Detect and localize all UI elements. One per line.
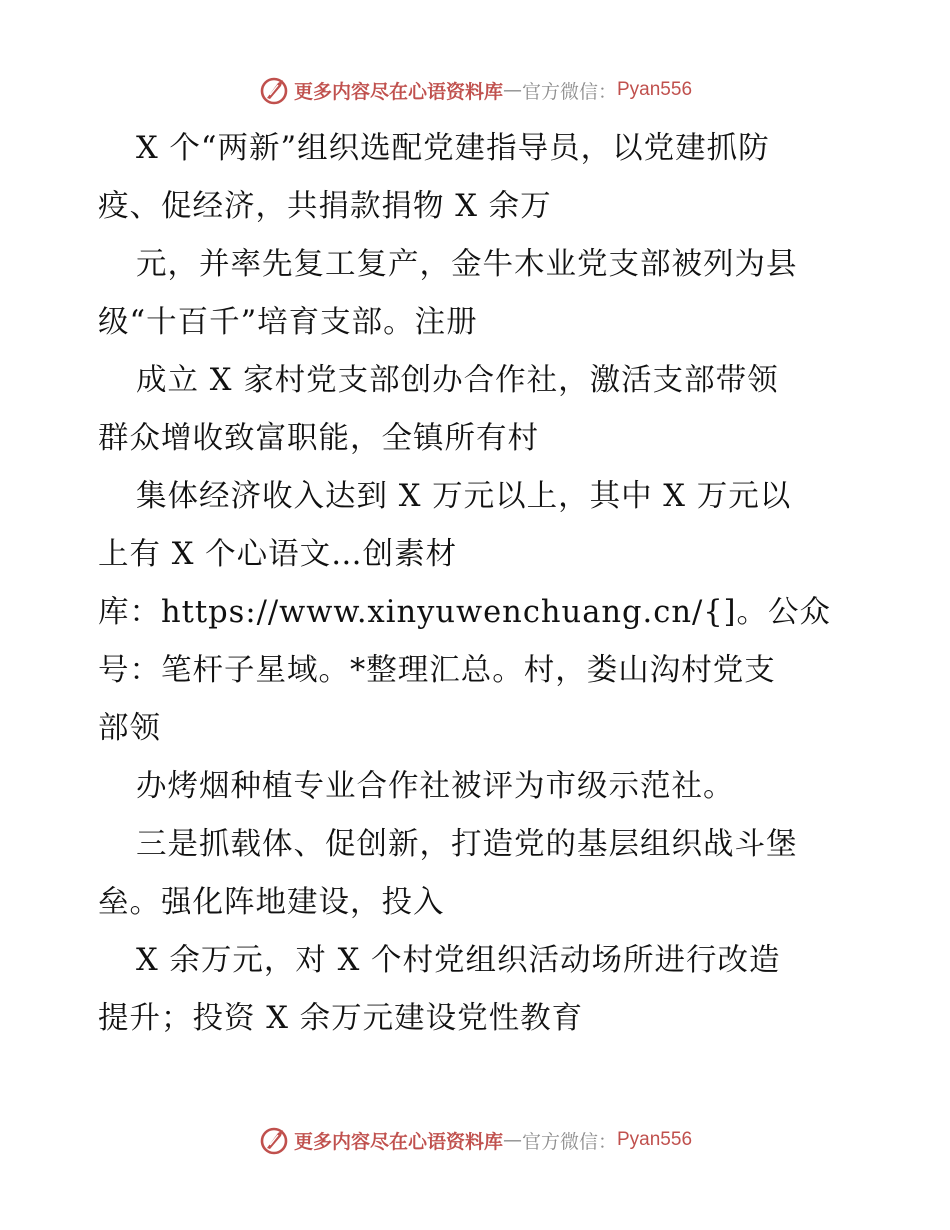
paragraph-line: 提升；投资 X 余万元建设党性教育 <box>98 1001 584 1036</box>
footer-banner <box>0 1122 950 1158</box>
banner-dash: — <box>502 1129 522 1151</box>
banner-site-name: 更多内容尽在心语资料库 <box>293 1130 503 1153</box>
paragraph-line: 上有 X 个心语文…创素材 <box>98 537 458 572</box>
paragraph-line: X 个“两新”组织选配党建指导员，以党建抓防 <box>136 131 770 166</box>
paragraph-line: 级“十百千”培育支部。注册 <box>98 305 478 340</box>
quill-pen-logo-icon <box>258 1124 290 1156</box>
header-banner <box>0 72 950 108</box>
banner-wechat-label: 官方微信： <box>521 1130 617 1153</box>
quill-pen-logo-icon <box>258 74 290 106</box>
paragraph-line: 垒。强化阵地建设，投入 <box>98 885 445 920</box>
paragraph-line: X 余万元，对 X 个村党组织活动场所进行改造 <box>136 943 781 978</box>
paragraph-line: 元，并率先复工复产，金牛木业党支部被列为县 <box>136 247 798 282</box>
paragraph-line: 号：笔杆子星域。*整理汇总。村，娄山沟村党支 <box>98 653 776 688</box>
banner-site-name: 更多内容尽在心语资料库 <box>293 80 503 103</box>
paragraph-line: 办烤烟种植专业合作社被评为市级示范社。 <box>136 769 735 804</box>
banner-dash: — <box>502 79 522 101</box>
paragraph-line: 部领 <box>98 711 161 746</box>
banner-wechat-label: 官方微信： <box>521 80 617 103</box>
paragraph-line: 成立 X 家村党支部创办合作社，激活支部带领 <box>136 363 779 398</box>
paragraph-line: 库：https://www.xinyuwenchuang.cn/{]。公众 <box>98 595 832 630</box>
paragraph-line: 三是抓载体、促创新，打造党的基层组织战斗堡 <box>136 827 798 862</box>
document-body <box>98 120 858 1048</box>
banner-wechat-id: Pyan556 <box>617 79 693 100</box>
banner-wechat-id: Pyan556 <box>617 1129 693 1150</box>
paragraph-line: 疫、促经济，共捐款捐物 X 余万 <box>98 189 552 224</box>
paragraph-line: 集体经济收入达到 X 万元以上，其中 X 万元以 <box>136 479 792 514</box>
paragraph-line: 群众增收致富职能，全镇所有村 <box>98 421 539 456</box>
